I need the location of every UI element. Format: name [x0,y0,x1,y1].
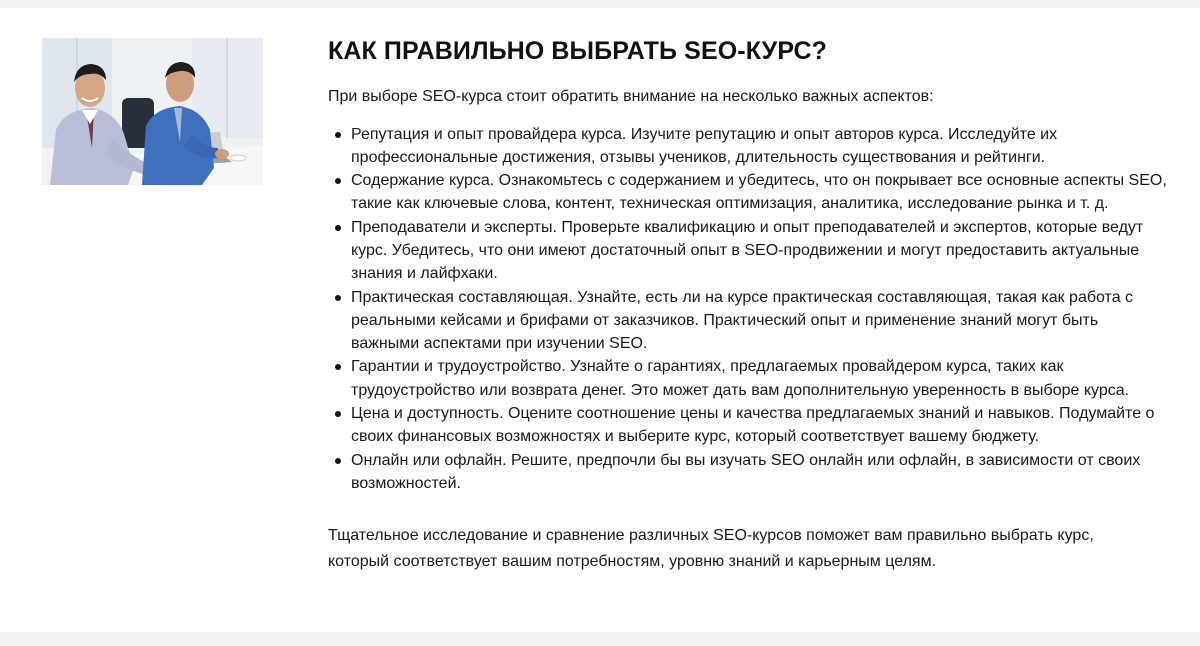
list-item: Практическая составляющая. Узнайте, есть ли на курсе практическая составляющая, такая как работа с реальными кейсами и брифами от заказчиков. Практический опыт и применение знаний могут быть важными аспектами при изучении SEO. [351,286,1178,356]
list-item: Гарантии и трудоустройство. Узнайте о гарантиях, предлагаемых провайдером курса, таких как трудоустройство или возврата денег. Это может дать вам дополнительную уверенность в выборе курса. [351,355,1178,402]
article-conclusion: Тщательное исследование и сравнение различных SEO-курсов поможет вам правильно выбрать курс, который соответствует вашим потребностям, уровню знаний и карьерным целям. [328,527,1094,571]
article-content [328,34,1178,575]
list-item: Преподаватели и эксперты. Проверьте квалификацию и опыт преподавателей и экспертов, которые ведут курс. Убедитесь, что они имеют достаточный опыт в SEO-продвижении и могут предоставить актуальные знания и лайфхаки. [351,216,1178,286]
list-item: Репутация и опыт провайдера курса. Изучите репутацию и опыт авторов курса. Исследуйте их профессиональные достижения, отзывы учеников, длительность существования и рейтинги. [351,123,1178,170]
article-intro: При выборе SEO-курса стоит обратить внимание на несколько важных аспектов: [328,88,934,105]
aspects-list [328,123,1178,496]
article-photo-two-businessmen [42,38,263,185]
list-item: Онлайн или офлайн. Решите, предпочли бы вы изучать SEO онлайн или офлайн, в зависимости от своих возможностей. [351,449,1178,496]
list-item: Содержание курса. Ознакомьтесь с содержанием и убедитесь, что он покрывает все основные аспекты SEO, такие как ключевые слова, контент, техническая оптимизация, аналитика, исследование рынка и т. д. [351,169,1178,216]
article-card [0,8,1200,632]
article-title: КАК ПРАВИЛЬНО ВЫБРАТЬ SEO-КУРС? [328,37,827,65]
list-item: Цена и доступность. Оцените соотношение цены и качества предлагаемых знаний и навыков. Подумайте о своих финансовых возможностях и выберите курс, который соответствует вашему бюджету. [351,402,1178,449]
